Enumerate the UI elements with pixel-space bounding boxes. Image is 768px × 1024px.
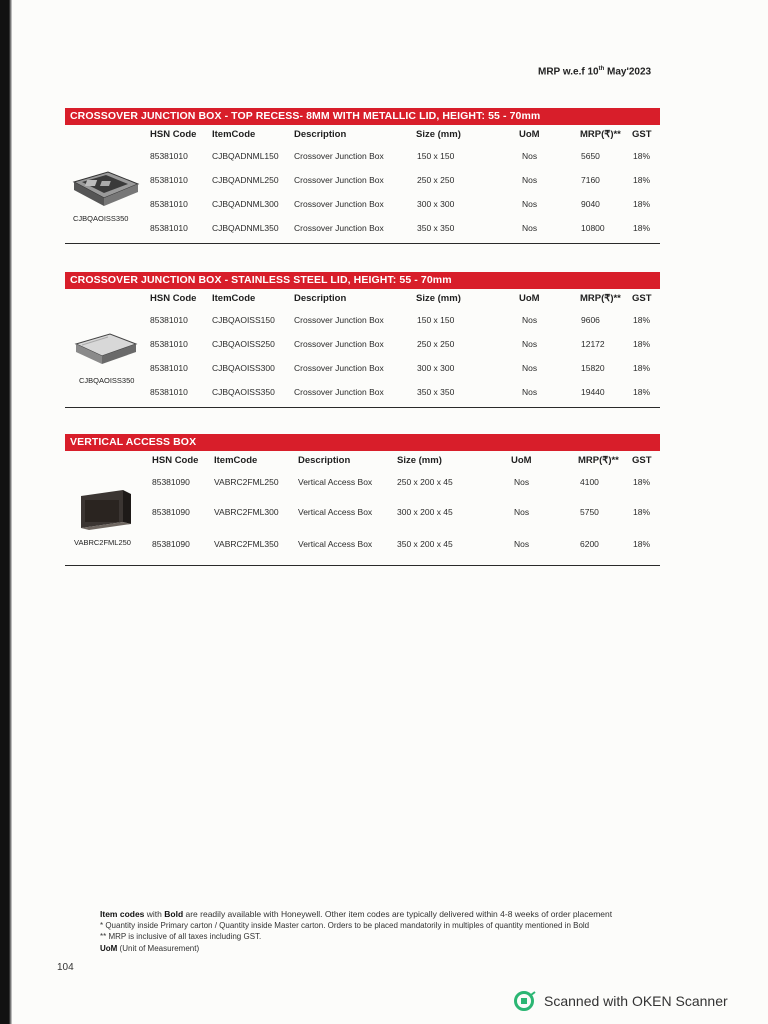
description-cell: Crossover Junction Box (294, 199, 384, 209)
gst-cell: 18% (633, 363, 651, 373)
hsn-cell: 85381010 (150, 315, 188, 325)
mrp-cell: 9040 (581, 199, 600, 209)
description-cell: Crossover Junction Box (294, 223, 384, 233)
size-cell: 150 x 150 (417, 151, 455, 161)
item-code-cell: CJBQAOISS150 (212, 315, 275, 325)
item-code-cell: CJBQADNML300 (212, 199, 279, 209)
table-row (65, 533, 660, 563)
hsn-cell: 85381010 (150, 175, 188, 185)
hsn-cell: 85381010 (150, 151, 188, 161)
scan-edge (0, 0, 12, 1024)
size-cell: 300 x 300 (417, 199, 455, 209)
col-size: Size (mm) (397, 455, 442, 466)
table-header (65, 289, 660, 309)
description-cell: Vertical Access Box (298, 539, 373, 549)
col-item: ItemCode (212, 129, 256, 140)
col-item: ItemCode (214, 455, 258, 466)
mrp-cell: 7160 (581, 175, 600, 185)
table-header (65, 125, 660, 145)
item-code-cell: VABRC2FML300 (214, 507, 279, 517)
gst-cell: 18% (633, 151, 651, 161)
size-cell: 350 x 200 x 45 (397, 539, 453, 549)
col-hsn: HSN Code (150, 129, 197, 140)
product-image-stainless-lid (68, 330, 140, 370)
uom-cell: Nos (514, 507, 530, 517)
uom-cell: Nos (522, 363, 538, 373)
size-cell: 350 x 350 (417, 223, 455, 233)
size-cell: 250 x 200 x 45 (397, 477, 453, 487)
col-mrp: MRP(₹)** (580, 129, 621, 140)
gst-cell: 18% (633, 387, 651, 397)
mrp-cell: 12172 (581, 339, 605, 349)
mrp-date: MRP w.e.f 10th May'2023 (538, 66, 652, 78)
table-row (65, 193, 660, 217)
description-cell: Crossover Junction Box (294, 339, 384, 349)
table-row (65, 217, 660, 241)
table-row (65, 501, 660, 533)
item-code-cell: CJBQAOISS300 (212, 363, 275, 373)
mrp-cell: 6200 (580, 539, 599, 549)
mrp-cell: 9606 (581, 315, 600, 325)
scanner-text: Scanned with OKEN Scanner (544, 993, 728, 1009)
gst-cell: 18% (633, 223, 651, 233)
mrp-cell: 5650 (581, 151, 600, 161)
footer-note-quantity: * Quantity inside Primary carton / Quantity inside Master carton. Orders to be placed mandatorily in multiples of quantity mentioned in Bold (100, 921, 590, 930)
col-desc: Description (298, 455, 351, 466)
table-row (65, 309, 660, 333)
uom-cell: Nos (522, 175, 538, 185)
item-code-cell: CJBQADNML350 (212, 223, 279, 233)
col-uom: UoM (519, 293, 540, 304)
col-gst: GST (632, 129, 652, 140)
size-cell: 250 x 250 (417, 175, 455, 185)
gst-cell: 18% (633, 477, 651, 487)
hsn-cell: 85381010 (150, 199, 188, 209)
mrp-cell: 19440 (581, 387, 605, 397)
col-uom: UoM (511, 455, 532, 466)
hsn-cell: 85381090 (152, 539, 190, 549)
description-cell: Crossover Junction Box (294, 151, 384, 161)
product-image-label: CJBQAOISS350 (73, 214, 129, 223)
col-desc: Description (294, 293, 347, 304)
mrp-cell: 15820 (581, 363, 605, 373)
uom-cell: Nos (522, 387, 538, 397)
gst-cell: 18% (633, 339, 651, 349)
col-gst: GST (632, 293, 652, 304)
footer-note-mrp: ** MRP is inclusive of all taxes including GST. (100, 932, 262, 941)
hsn-cell: 85381010 (150, 223, 188, 233)
mrp-cell: 5750 (580, 507, 599, 517)
hsn-cell: 85381010 (150, 363, 188, 373)
page-number: 104 (57, 962, 74, 973)
gst-cell: 18% (633, 539, 651, 549)
table-row (65, 169, 660, 193)
oken-scanner-logo-icon (514, 991, 536, 1011)
col-mrp: MRP(₹)** (578, 455, 619, 466)
product-image-vertical-access-box (75, 486, 137, 532)
section-title: VERTICAL ACCESS BOX (65, 434, 660, 451)
section-top-recess (65, 108, 660, 244)
item-code-cell: CJBQADNML250 (212, 175, 279, 185)
description-cell: Crossover Junction Box (294, 387, 384, 397)
col-hsn: HSN Code (150, 293, 197, 304)
item-code-cell: VABRC2FML250 (214, 477, 279, 487)
col-desc: Description (294, 129, 347, 140)
col-uom: UoM (519, 129, 540, 140)
hsn-cell: 85381010 (150, 339, 188, 349)
table-row (65, 471, 660, 501)
uom-cell: Nos (522, 199, 538, 209)
col-hsn: HSN Code (152, 455, 199, 466)
col-mrp: MRP(₹)** (580, 293, 621, 304)
gst-cell: 18% (633, 175, 651, 185)
mrp-cell: 4100 (580, 477, 599, 487)
size-cell: 150 x 150 (417, 315, 455, 325)
col-gst: GST (632, 455, 652, 466)
uom-cell: Nos (514, 477, 530, 487)
description-cell: Crossover Junction Box (294, 175, 384, 185)
size-cell: 350 x 350 (417, 387, 455, 397)
scanner-watermark (514, 991, 728, 1011)
col-item: ItemCode (212, 293, 256, 304)
section-divider (65, 565, 660, 566)
table-row (65, 381, 660, 405)
description-cell: Crossover Junction Box (294, 315, 384, 325)
table-row (65, 333, 660, 357)
item-code-cell: CJBQAOISS250 (212, 339, 275, 349)
size-cell: 300 x 200 x 45 (397, 507, 453, 517)
col-size: Size (mm) (416, 293, 461, 304)
section-title: CROSSOVER JUNCTION BOX - STAINLESS STEEL LID, HEIGHT: 55 - 70mm (65, 272, 660, 289)
product-image-label: CJBQAOISS350 (79, 376, 135, 385)
section-divider (65, 407, 660, 408)
table-header (65, 451, 660, 471)
product-image-label: VABRC2FML250 (74, 538, 131, 547)
description-cell: Vertical Access Box (298, 507, 373, 517)
item-code-cell: VABRC2FML350 (214, 539, 279, 549)
size-cell: 250 x 250 (417, 339, 455, 349)
footer-note-availability: Item codes with Bold are readily available with Honeywell. Other item codes are typically delivered within 4-8 weeks of order placement (100, 909, 613, 919)
hsn-cell: 85381090 (152, 507, 190, 517)
description-cell: Vertical Access Box (298, 477, 373, 487)
uom-cell: Nos (522, 315, 538, 325)
uom-cell: Nos (522, 151, 538, 161)
hsn-cell: 85381090 (152, 477, 190, 487)
gst-cell: 18% (633, 507, 651, 517)
mrp-cell: 10800 (581, 223, 605, 233)
size-cell: 300 x 300 (417, 363, 455, 373)
table-row (65, 145, 660, 169)
uom-cell: Nos (522, 339, 538, 349)
item-code-cell: CJBQAOISS350 (212, 387, 275, 397)
item-code-cell: CJBQADNML150 (212, 151, 279, 161)
gst-cell: 18% (633, 199, 651, 209)
uom-cell: Nos (514, 539, 530, 549)
section-title: CROSSOVER JUNCTION BOX - TOP RECESS- 8MM WITH METALLIC LID, HEIGHT: 55 - 70mm (65, 108, 660, 125)
uom-cell: Nos (522, 223, 538, 233)
product-image-top-recess (68, 164, 140, 210)
footer-note-uom: UoM (Unit of Measurement) (100, 944, 200, 953)
gst-cell: 18% (633, 315, 651, 325)
col-size: Size (mm) (416, 129, 461, 140)
section-divider (65, 243, 660, 244)
section-stainless-lid (65, 272, 660, 408)
section-vertical-access-box (65, 434, 660, 566)
table-row (65, 357, 660, 381)
description-cell: Crossover Junction Box (294, 363, 384, 373)
hsn-cell: 85381010 (150, 387, 188, 397)
